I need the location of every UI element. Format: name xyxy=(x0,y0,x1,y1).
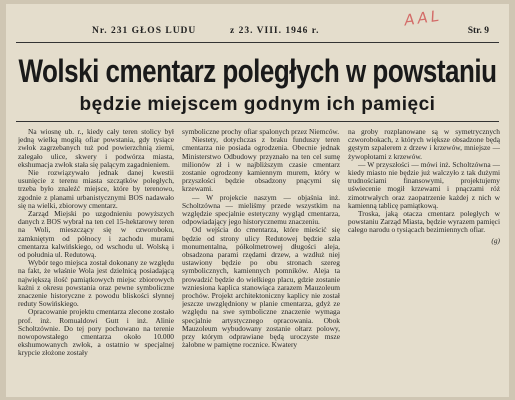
page-number: Str. 9 xyxy=(467,26,489,36)
article-column-1 xyxy=(18,128,174,397)
paragraph: — W przyszłości — mówi inż. Scholtzówna — kiedy miasto nie będzie już walczyło z tak dużymi trudnościami finansowymi, projektujemy uświecenie mogił krzewami i pnączami róż zimotrwałych oraz zaopatrzenie każdej z nich w kamienną tablicę pamiątkową. xyxy=(348,159,500,210)
issue-label: Nr. 231 GŁOS LUDU xyxy=(92,26,197,36)
paragraph: Niestety, dotychczas z braku funduszy teren cmentarza nie posiada ogrodzenia. Obecnie jednak Ministerstwo Odbudowy przyznało na ten cel sumę milionów zł i w najbliższym czasie cmentarz zostanie ogrodzony kamiennym murem, który w przyszłości będzie obsadzony pnącymi się krzewami. xyxy=(182,135,340,194)
paragraph: Troska, jaką otacza cmentarz poległych w powstaniu Zarząd Miasta, będzie wyrazem pamięci całego narodu o tysiącach bezimiennych ofiar. xyxy=(348,209,500,235)
article-column-3 xyxy=(348,128,500,397)
paragraph: Nie rozwiązywało jednak danej kwestii usunięcie z terenu miasta szczątków poległych, trzeba było znaleźć miejsce, które by terenowo, zgodnie z planami urbanistycznymi BOS nadawało się na wielki, zbiorowy cmentarz. xyxy=(18,168,174,210)
author-signature: (g) xyxy=(491,235,500,245)
newspaper-clipping xyxy=(6,4,509,397)
date-label: z 23. VIII. 1946 r. xyxy=(230,26,320,36)
page-header xyxy=(18,26,497,40)
paragraph: symboliczne prochy ofiar spalonych przez Niemców. xyxy=(182,128,340,136)
handwritten-stamp: AAL xyxy=(402,6,444,30)
paragraph: — W projekcie naszym — objaśnia inż. Scholtzówna — mieliśmy przede wszystkim na względzie specjalnie estetyczny wygląd cmentarza, odpowiadający jego historycznemu znaczeniu. xyxy=(182,192,340,227)
subheadline: będzie miejscem godnym ich pamięci xyxy=(79,94,436,115)
title-rule xyxy=(16,121,499,122)
paragraph: Od wejścia do cmentarza, które mieścić się będzie od strony ulicy Redutowej będzie szła monumentalna, półkolmetrowej długości aleja, obsadzona parami rzędami drzew, a wzdłuż niej ustawiony będzie po obu stronach szereg symbolicznych, kamiennych pomników. Aleja ta prowadzić będzie do wielkiego placu, gdzie zostanie wzniesiona kaplica stanowiąca zarazem Mauzoleum prochów. Projekt architektoniczny kaplicy nie został jeszcze uwzględniony w planie cmentarza, gdyż ze względu na swe symboliczne znaczenie wymaga specjalnie artystycznego opracowania. Obok Mauzoleum wybudowany zostanie ołtarz polowy, przy którym odprawiane będą uroczyste msze żałobne w pamiętne rocznice. Kwatery xyxy=(182,225,340,350)
paragraph: Na wiosnę ub. r., kiedy cały teren stolicy był jedną wielką mogiłą ofiar powstania, gdy tysiące zwłok zagrzebanych tuż pod powierzchnią ziemi, zalegało ulice, skwery i podwórza miasta, ekshumacja zwłok stała się palącym zagadnieniem. xyxy=(18,128,174,169)
paragraph: na groby rozplanowane są w symetrycznych czworobokach, z których większe obsadzone będą gęstym szpalerem z drzew i krzewów, mniejsze — żywopłotami z krzewów. xyxy=(348,128,500,161)
article-column-2 xyxy=(182,128,340,397)
paragraph: Zarząd Miejski po uzgodnieniu powyższych danych z BOS wybrał na ten cel 15-hektarowy teren na Woli, mieszczący się w czworoboku, zamkniętym od północy i zachodu murami cmentarza kalwińskiego, od wschodu ul. Wolską i od południa ul. Redutową. xyxy=(18,209,174,260)
headline: Wolski cmentarz poległych w powstaniu xyxy=(18,52,497,90)
paragraph: Opracowanie projektu cmentarza zlecone zostało prof. inż. Romualdowi Gutt i inż. Alinie Scholtzównie. Do tej pory pochowano na terenie nowopowstałego cmentarza około 10.000 ekshumowanych zwłok, a ostatnio w specjalnej krypcie złożone zostały xyxy=(18,307,174,358)
paragraph: Wybór tego miejsca został dokonany ze względu na fakt, że właśnie Wola jest dzielnicą posiadającą największą ilość pamiątkowych miejsc zbiorowych kaźni z okresu powstania oraz pewne symboliczne znaczenie historyczne z powodu bliskości słynnej reduty Sowińskiego. xyxy=(18,258,174,309)
header-rule xyxy=(16,42,499,43)
